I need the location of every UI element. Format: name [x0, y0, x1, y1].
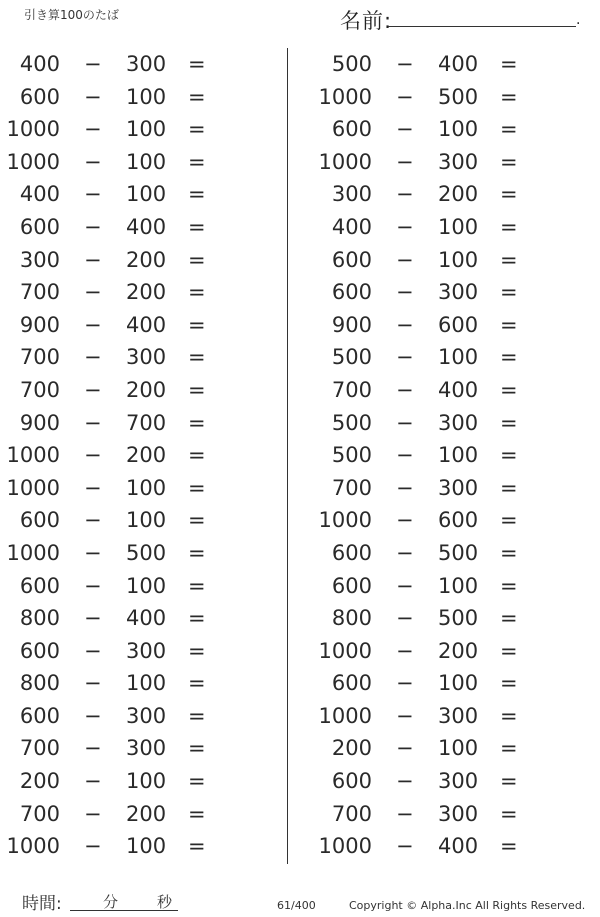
minus-sign: − [84, 736, 102, 761]
problem-row [312, 732, 592, 765]
problem-row [0, 635, 280, 668]
problem-row [312, 146, 592, 179]
subtrahend: 200 [438, 638, 479, 663]
minuend: 1000 [318, 508, 372, 533]
subtrahend: 200 [126, 280, 167, 305]
problem-row [312, 504, 592, 537]
minus-sign: − [84, 84, 102, 109]
problem-row [0, 765, 280, 798]
name-field-end-dot: . [576, 12, 581, 28]
minuend: 400 [331, 214, 372, 239]
problem-row [0, 798, 280, 831]
minus-sign: − [396, 801, 414, 826]
subtrahend: 600 [438, 508, 479, 533]
subtrahend: 100 [126, 508, 167, 533]
subtrahend: 100 [126, 671, 167, 696]
minuend: 600 [331, 671, 372, 696]
subtrahend: 500 [126, 540, 167, 565]
minuend: 1000 [6, 149, 60, 174]
minuend: 600 [331, 769, 372, 794]
minus-sign: − [84, 410, 102, 435]
equals-sign: = [188, 475, 206, 500]
name-label: 名前: [340, 9, 393, 33]
minuend: 700 [331, 475, 372, 500]
problem-row [312, 309, 592, 342]
right-problem-column [312, 48, 592, 863]
problem-row [312, 472, 592, 505]
subtrahend: 500 [438, 84, 479, 109]
problem-row [0, 276, 280, 309]
subtrahend: 400 [126, 214, 167, 239]
equals-sign: = [188, 214, 206, 239]
minus-sign: − [84, 312, 102, 337]
subtrahend: 100 [438, 345, 479, 370]
minus-sign: − [396, 671, 414, 696]
subtrahend: 300 [438, 475, 479, 500]
equals-sign: = [188, 52, 206, 76]
equals-sign: = [500, 410, 518, 435]
equals-sign: = [188, 377, 206, 402]
minuend: 500 [331, 443, 372, 468]
problem-row [0, 113, 280, 146]
problem-row [312, 374, 592, 407]
minus-sign: − [84, 345, 102, 370]
minuend: 900 [19, 312, 60, 337]
problem-row [0, 602, 280, 635]
problem-row [0, 81, 280, 114]
problem-row [312, 341, 592, 374]
minus-sign: − [396, 638, 414, 663]
minuend: 1000 [318, 638, 372, 663]
minus-sign: − [396, 508, 414, 533]
minuend: 600 [19, 214, 60, 239]
subtrahend: 100 [438, 443, 479, 468]
problem-row [0, 309, 280, 342]
minus-sign: − [84, 52, 102, 76]
minus-sign: − [84, 671, 102, 696]
minus-sign: − [396, 117, 414, 142]
problem-row [312, 798, 592, 831]
equals-sign: = [500, 377, 518, 402]
subtrahend: 100 [126, 834, 167, 859]
subtrahend: 300 [126, 52, 167, 76]
minuend: 700 [19, 280, 60, 305]
minuend: 300 [331, 182, 372, 207]
time-label: 時間: [22, 894, 62, 914]
minuend: 600 [19, 508, 60, 533]
subtrahend: 100 [126, 84, 167, 109]
equals-sign: = [500, 475, 518, 500]
problem-row [0, 407, 280, 440]
problem-row [312, 602, 592, 635]
equals-sign: = [500, 736, 518, 761]
minus-sign: − [84, 149, 102, 174]
problem-row [0, 472, 280, 505]
equals-sign: = [500, 801, 518, 826]
problem-row [312, 765, 592, 798]
minus-sign: − [84, 117, 102, 142]
equals-sign: = [500, 84, 518, 109]
minuend: 1000 [318, 703, 372, 728]
subtrahend: 100 [438, 736, 479, 761]
problem-row [0, 146, 280, 179]
subtrahend: 300 [438, 703, 479, 728]
equals-sign: = [188, 834, 206, 859]
equals-sign: = [188, 84, 206, 109]
equals-sign: = [188, 182, 206, 207]
subtrahend: 500 [438, 540, 479, 565]
minuend: 600 [19, 84, 60, 109]
problem-row [0, 570, 280, 603]
equals-sign: = [500, 834, 518, 859]
problem-row [312, 276, 592, 309]
subtrahend: 400 [126, 606, 167, 631]
minus-sign: − [396, 345, 414, 370]
equals-sign: = [500, 540, 518, 565]
equals-sign: = [500, 671, 518, 696]
minuend: 700 [19, 801, 60, 826]
equals-sign: = [188, 573, 206, 598]
minuend: 900 [331, 312, 372, 337]
minuend: 1000 [318, 84, 372, 109]
subtrahend: 700 [126, 410, 167, 435]
equals-sign: = [188, 117, 206, 142]
minus-sign: − [396, 214, 414, 239]
equals-sign: = [188, 149, 206, 174]
equals-sign: = [500, 703, 518, 728]
worksheet-title: 引き算100のたば [24, 8, 119, 22]
equals-sign: = [500, 312, 518, 337]
minus-sign: − [396, 280, 414, 305]
minuend: 200 [19, 769, 60, 794]
minuend: 400 [19, 182, 60, 207]
subtrahend: 100 [126, 769, 167, 794]
minus-sign: − [84, 508, 102, 533]
minuend: 700 [331, 377, 372, 402]
minus-sign: − [84, 475, 102, 500]
left-problem-column [0, 48, 280, 863]
minus-sign: − [84, 247, 102, 272]
problem-row [312, 244, 592, 277]
minus-sign: − [396, 606, 414, 631]
name-field-line [388, 26, 576, 27]
equals-sign: = [188, 801, 206, 826]
problem-row [0, 667, 280, 700]
subtrahend: 100 [126, 573, 167, 598]
seconds-label: 秒 [157, 893, 173, 911]
problem-row [0, 341, 280, 374]
subtrahend: 200 [438, 182, 479, 207]
minus-sign: − [84, 801, 102, 826]
minuend: 700 [331, 801, 372, 826]
minus-sign: − [396, 443, 414, 468]
problem-row [312, 407, 592, 440]
subtrahend: 300 [438, 149, 479, 174]
minus-sign: − [396, 312, 414, 337]
equals-sign: = [500, 508, 518, 533]
minus-sign: − [84, 703, 102, 728]
subtrahend: 100 [126, 182, 167, 207]
minuend: 1000 [318, 149, 372, 174]
subtrahend: 600 [438, 312, 479, 337]
subtrahend: 100 [438, 573, 479, 598]
minuend: 1000 [318, 834, 372, 859]
subtrahend: 300 [438, 280, 479, 305]
minus-sign: − [84, 573, 102, 598]
minus-sign: − [396, 149, 414, 174]
subtrahend: 100 [438, 117, 479, 142]
equals-sign: = [188, 540, 206, 565]
problem-row [312, 537, 592, 570]
minuend: 600 [331, 573, 372, 598]
problem-row [312, 439, 592, 472]
subtrahend: 400 [438, 52, 479, 76]
subtrahend: 300 [438, 769, 479, 794]
minus-sign: − [396, 410, 414, 435]
minus-sign: − [84, 377, 102, 402]
subtrahend: 300 [126, 736, 167, 761]
problem-row [0, 700, 280, 733]
minus-sign: − [396, 769, 414, 794]
subtrahend: 300 [126, 638, 167, 663]
equals-sign: = [188, 508, 206, 533]
minus-sign: − [396, 540, 414, 565]
problem-row [312, 211, 592, 244]
equals-sign: = [188, 312, 206, 337]
minus-sign: − [84, 280, 102, 305]
problem-row [0, 178, 280, 211]
subtrahend: 100 [126, 149, 167, 174]
equals-sign: = [188, 606, 206, 631]
copyright-text: Copyright © Alpha.Inc All Rights Reserved. [349, 899, 586, 912]
minus-sign: − [84, 769, 102, 794]
problem-row [0, 830, 280, 863]
minus-sign: − [396, 52, 414, 76]
minuend: 600 [331, 247, 372, 272]
minutes-label: 分 [103, 893, 119, 911]
equals-sign: = [500, 52, 518, 76]
equals-sign: = [188, 703, 206, 728]
minuend: 600 [19, 703, 60, 728]
equals-sign: = [500, 573, 518, 598]
subtrahend: 500 [438, 606, 479, 631]
subtrahend: 300 [126, 703, 167, 728]
subtrahend: 200 [126, 801, 167, 826]
equals-sign: = [188, 638, 206, 663]
subtrahend: 100 [438, 671, 479, 696]
minuend: 1000 [6, 834, 60, 859]
problem-row [312, 113, 592, 146]
column-divider [287, 48, 288, 864]
subtrahend: 200 [126, 377, 167, 402]
minus-sign: − [84, 834, 102, 859]
equals-sign: = [188, 247, 206, 272]
equals-sign: = [500, 606, 518, 631]
minuend: 500 [331, 52, 372, 76]
equals-sign: = [500, 443, 518, 468]
problem-row [0, 504, 280, 537]
minuend: 600 [19, 638, 60, 663]
minuend: 700 [19, 377, 60, 402]
equals-sign: = [500, 769, 518, 794]
subtrahend: 400 [126, 312, 167, 337]
problem-row [312, 48, 592, 81]
problem-row [0, 374, 280, 407]
problem-row [0, 439, 280, 472]
problem-row [0, 732, 280, 765]
minuend: 800 [19, 606, 60, 631]
equals-sign: = [188, 769, 206, 794]
problem-row [0, 537, 280, 570]
subtrahend: 300 [126, 345, 167, 370]
minus-sign: − [84, 443, 102, 468]
minuend: 400 [19, 52, 60, 76]
minus-sign: − [396, 182, 414, 207]
problem-row [312, 635, 592, 668]
minuend: 700 [19, 736, 60, 761]
page-number: 61/400 [277, 899, 316, 912]
equals-sign: = [500, 214, 518, 239]
subtrahend: 200 [126, 247, 167, 272]
minus-sign: − [396, 703, 414, 728]
equals-sign: = [500, 149, 518, 174]
problem-row [312, 667, 592, 700]
minuend: 800 [331, 606, 372, 631]
minuend: 800 [19, 671, 60, 696]
minuend: 900 [19, 410, 60, 435]
problem-row [312, 81, 592, 114]
minuend: 1000 [6, 475, 60, 500]
problem-row [0, 48, 280, 81]
subtrahend: 300 [438, 801, 479, 826]
minus-sign: − [84, 540, 102, 565]
subtrahend: 100 [126, 475, 167, 500]
equals-sign: = [500, 280, 518, 305]
minus-sign: − [396, 84, 414, 109]
problem-row [312, 570, 592, 603]
subtrahend: 400 [438, 834, 479, 859]
problem-row [312, 830, 592, 863]
subtrahend: 100 [438, 247, 479, 272]
problem-row [0, 244, 280, 277]
minus-sign: − [84, 182, 102, 207]
minuend: 700 [19, 345, 60, 370]
minus-sign: − [84, 638, 102, 663]
equals-sign: = [500, 182, 518, 207]
minuend: 600 [331, 117, 372, 142]
minuend: 500 [331, 410, 372, 435]
equals-sign: = [188, 671, 206, 696]
problem-row [312, 178, 592, 211]
minuend: 600 [19, 573, 60, 598]
minuend: 1000 [6, 540, 60, 565]
equals-sign: = [500, 345, 518, 370]
minus-sign: − [396, 573, 414, 598]
equals-sign: = [500, 247, 518, 272]
minuend: 600 [331, 280, 372, 305]
subtrahend: 200 [126, 443, 167, 468]
equals-sign: = [188, 410, 206, 435]
minuend: 500 [331, 345, 372, 370]
equals-sign: = [188, 736, 206, 761]
equals-sign: = [500, 638, 518, 663]
minuend: 1000 [6, 117, 60, 142]
minus-sign: − [396, 736, 414, 761]
subtrahend: 100 [126, 117, 167, 142]
equals-sign: = [188, 345, 206, 370]
subtrahend: 300 [438, 410, 479, 435]
subtrahend: 400 [438, 377, 479, 402]
equals-sign: = [500, 117, 518, 142]
minus-sign: − [396, 247, 414, 272]
equals-sign: = [188, 443, 206, 468]
minus-sign: − [396, 834, 414, 859]
problem-row [0, 211, 280, 244]
minus-sign: − [84, 606, 102, 631]
minus-sign: − [84, 214, 102, 239]
minuend: 300 [19, 247, 60, 272]
minuend: 600 [331, 540, 372, 565]
equals-sign: = [188, 280, 206, 305]
minuend: 200 [331, 736, 372, 761]
problem-row [312, 700, 592, 733]
minuend: 1000 [6, 443, 60, 468]
subtrahend: 100 [438, 214, 479, 239]
minus-sign: − [396, 475, 414, 500]
minus-sign: − [396, 377, 414, 402]
